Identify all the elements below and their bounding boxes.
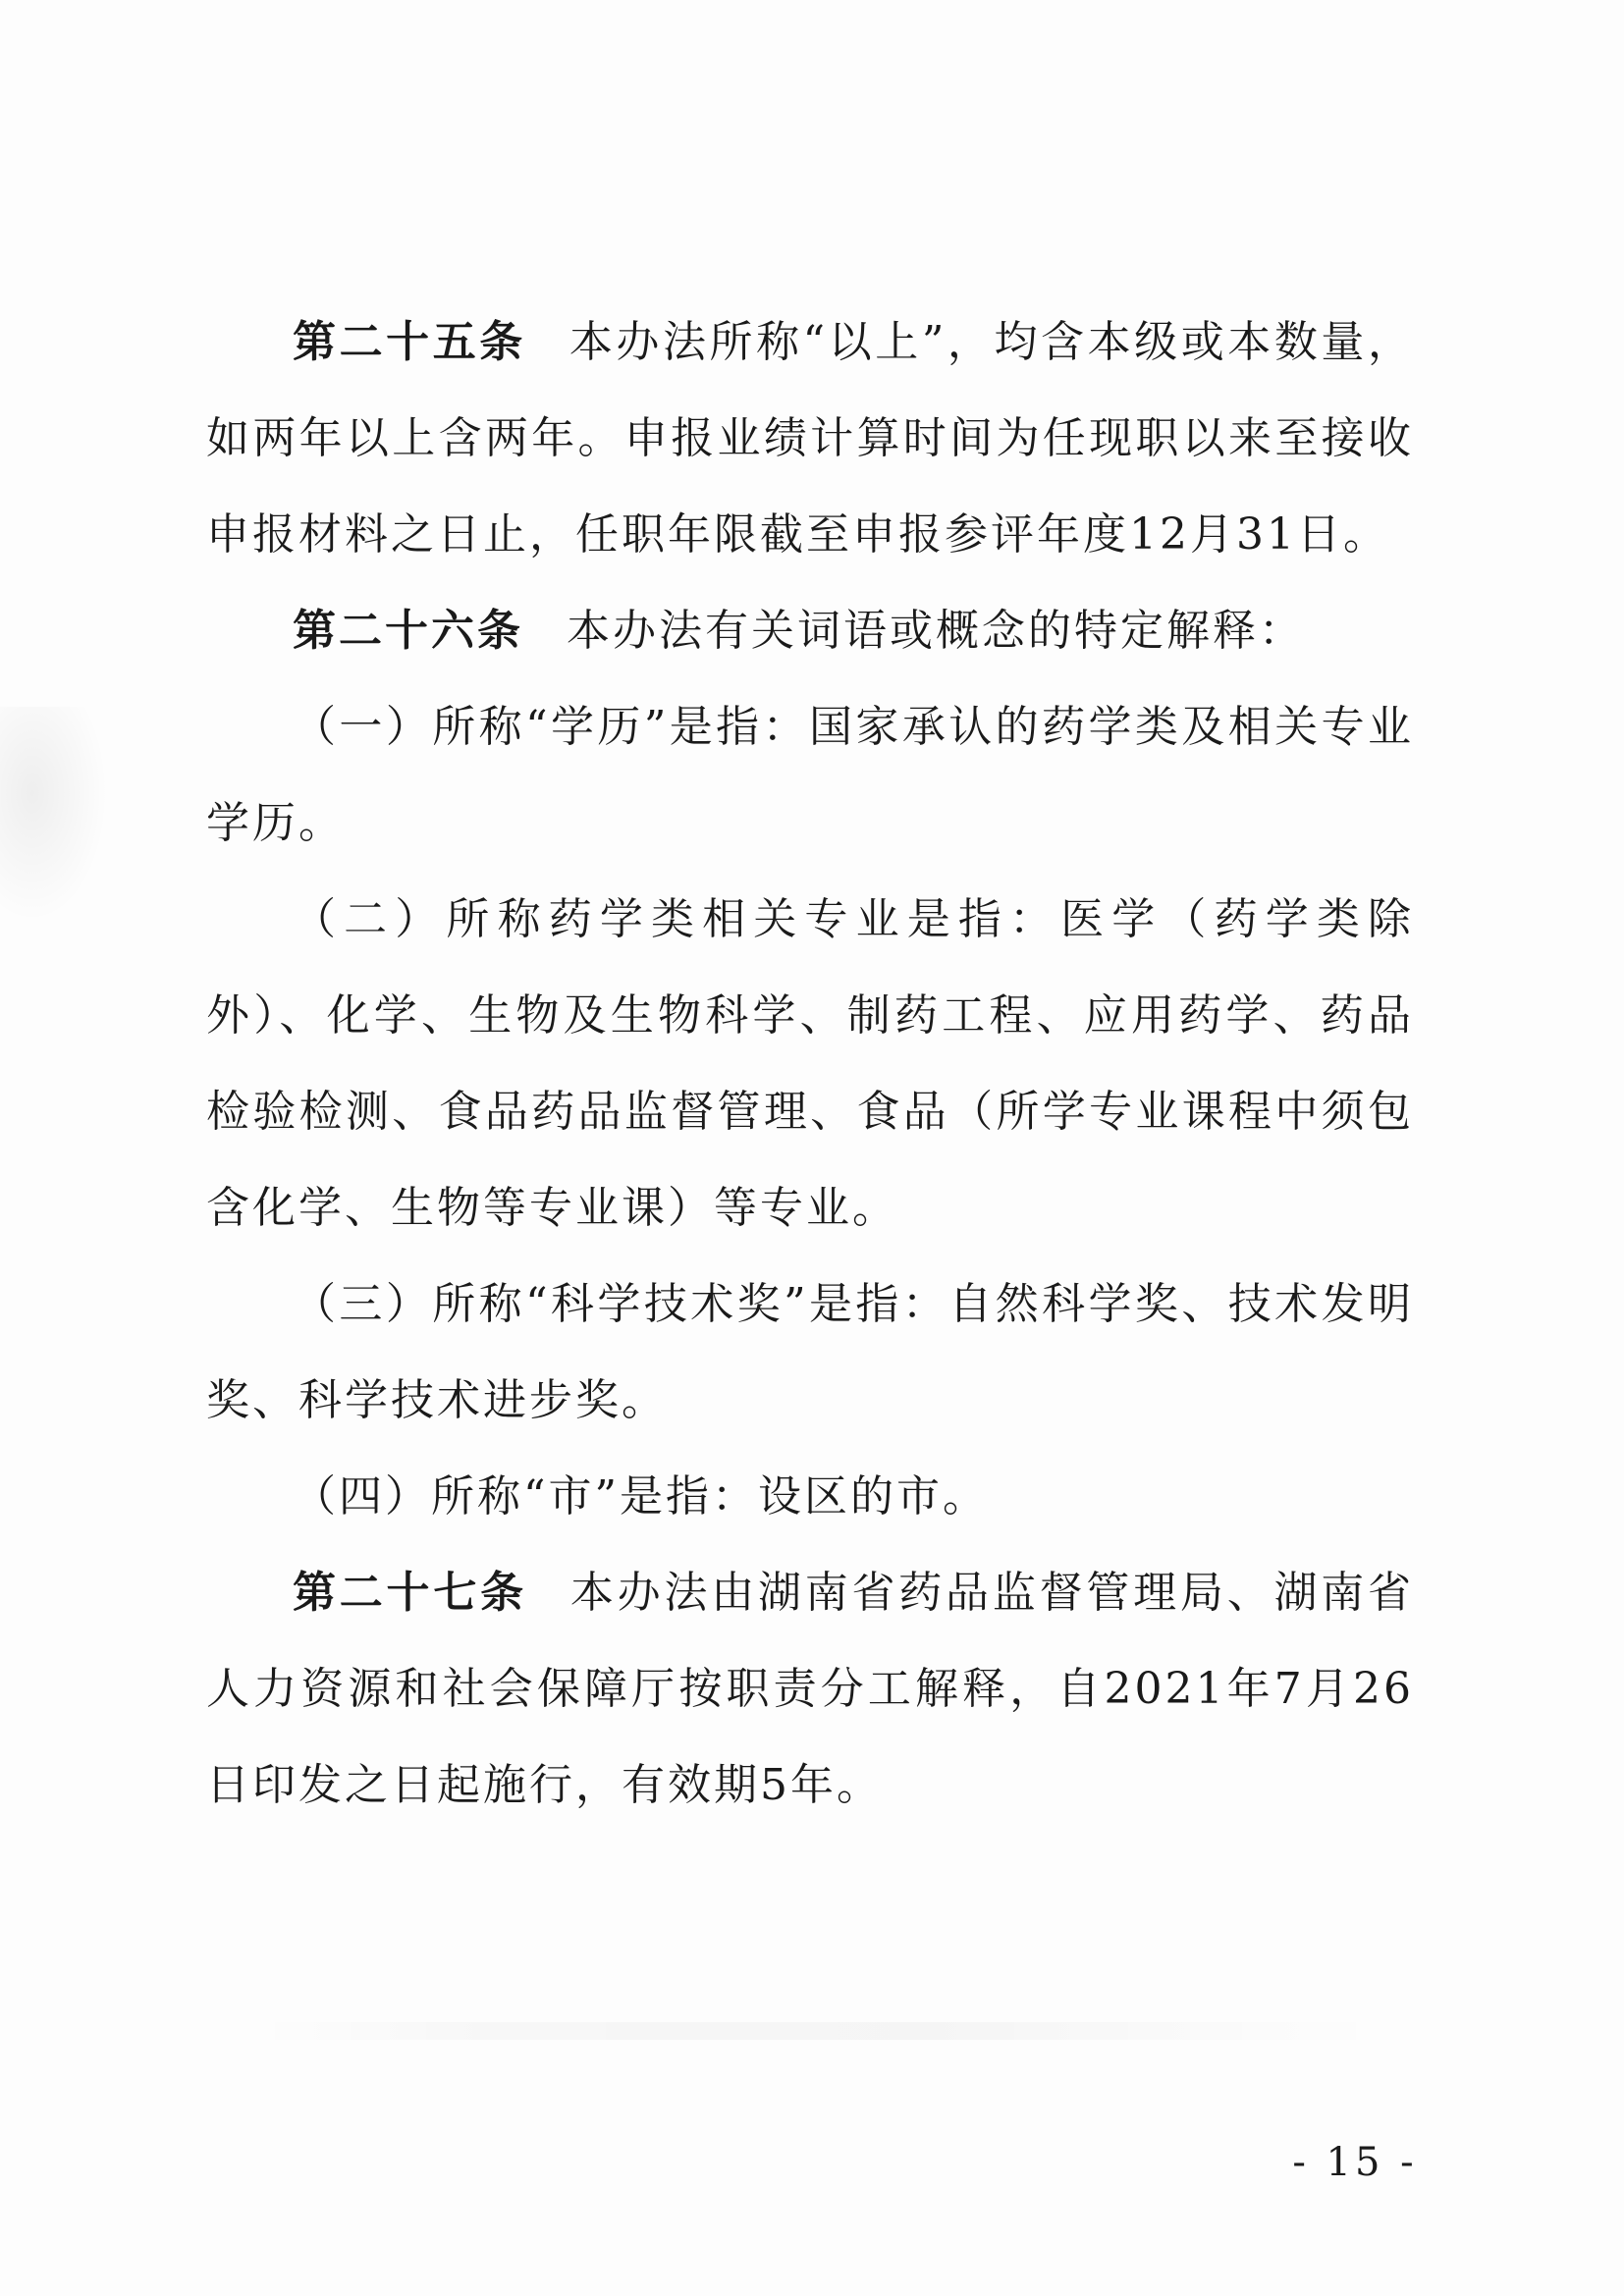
page-number: - 15 -: [1292, 2140, 1418, 2185]
article-26-number: 第二十六条: [293, 606, 523, 656]
article-25: [206, 294, 1414, 583]
article-27-number: 第二十七条: [293, 1568, 527, 1618]
definition-3: （三）所称“科学技术奖”是指：自然科学奖、技术发明奖、科学技术进步奖。: [206, 1279, 1414, 1425]
definition-1: （一）所称“学历”是指：国家承认的药学类及相关专业学历。: [206, 702, 1414, 848]
article-25-number: 第二十五条: [293, 317, 526, 367]
article-26: [206, 583, 1414, 679]
article-26-text: 本办法有关词语或概念的特定解释：: [567, 606, 1305, 656]
definition-4: （四）所称“市”是指：设区的市。: [293, 1471, 989, 1522]
scan-artifact: [0, 707, 108, 923]
definition-2: （二）所称药学类相关专业是指：医学（药学类除外）、化学、生物及生物科学、制药工程、应用药学、药品检验检测、食品药品监督管理、食品（所学专业课程中须包含化学、生物等专业课）等专业。: [206, 894, 1414, 1233]
scan-artifact-band: [255, 2022, 1384, 2040]
document-body: [206, 294, 1414, 1834]
article-25-text: 本办法所称“以上”，均含本级或本数量，如两年以上含两年。申报业绩计算时间为任现职以来至接收申报材料之日止，任职年限截至申报参评年度12月31日。: [206, 317, 1414, 560]
article-27-text: 本办法由湖南省药品监督管理局、湖南省人力资源和社会保障厅按职责分工解释，自2021年7月26日印发之日起施行，有效期5年。: [206, 1568, 1415, 1810]
article-27: [206, 1545, 1414, 1834]
